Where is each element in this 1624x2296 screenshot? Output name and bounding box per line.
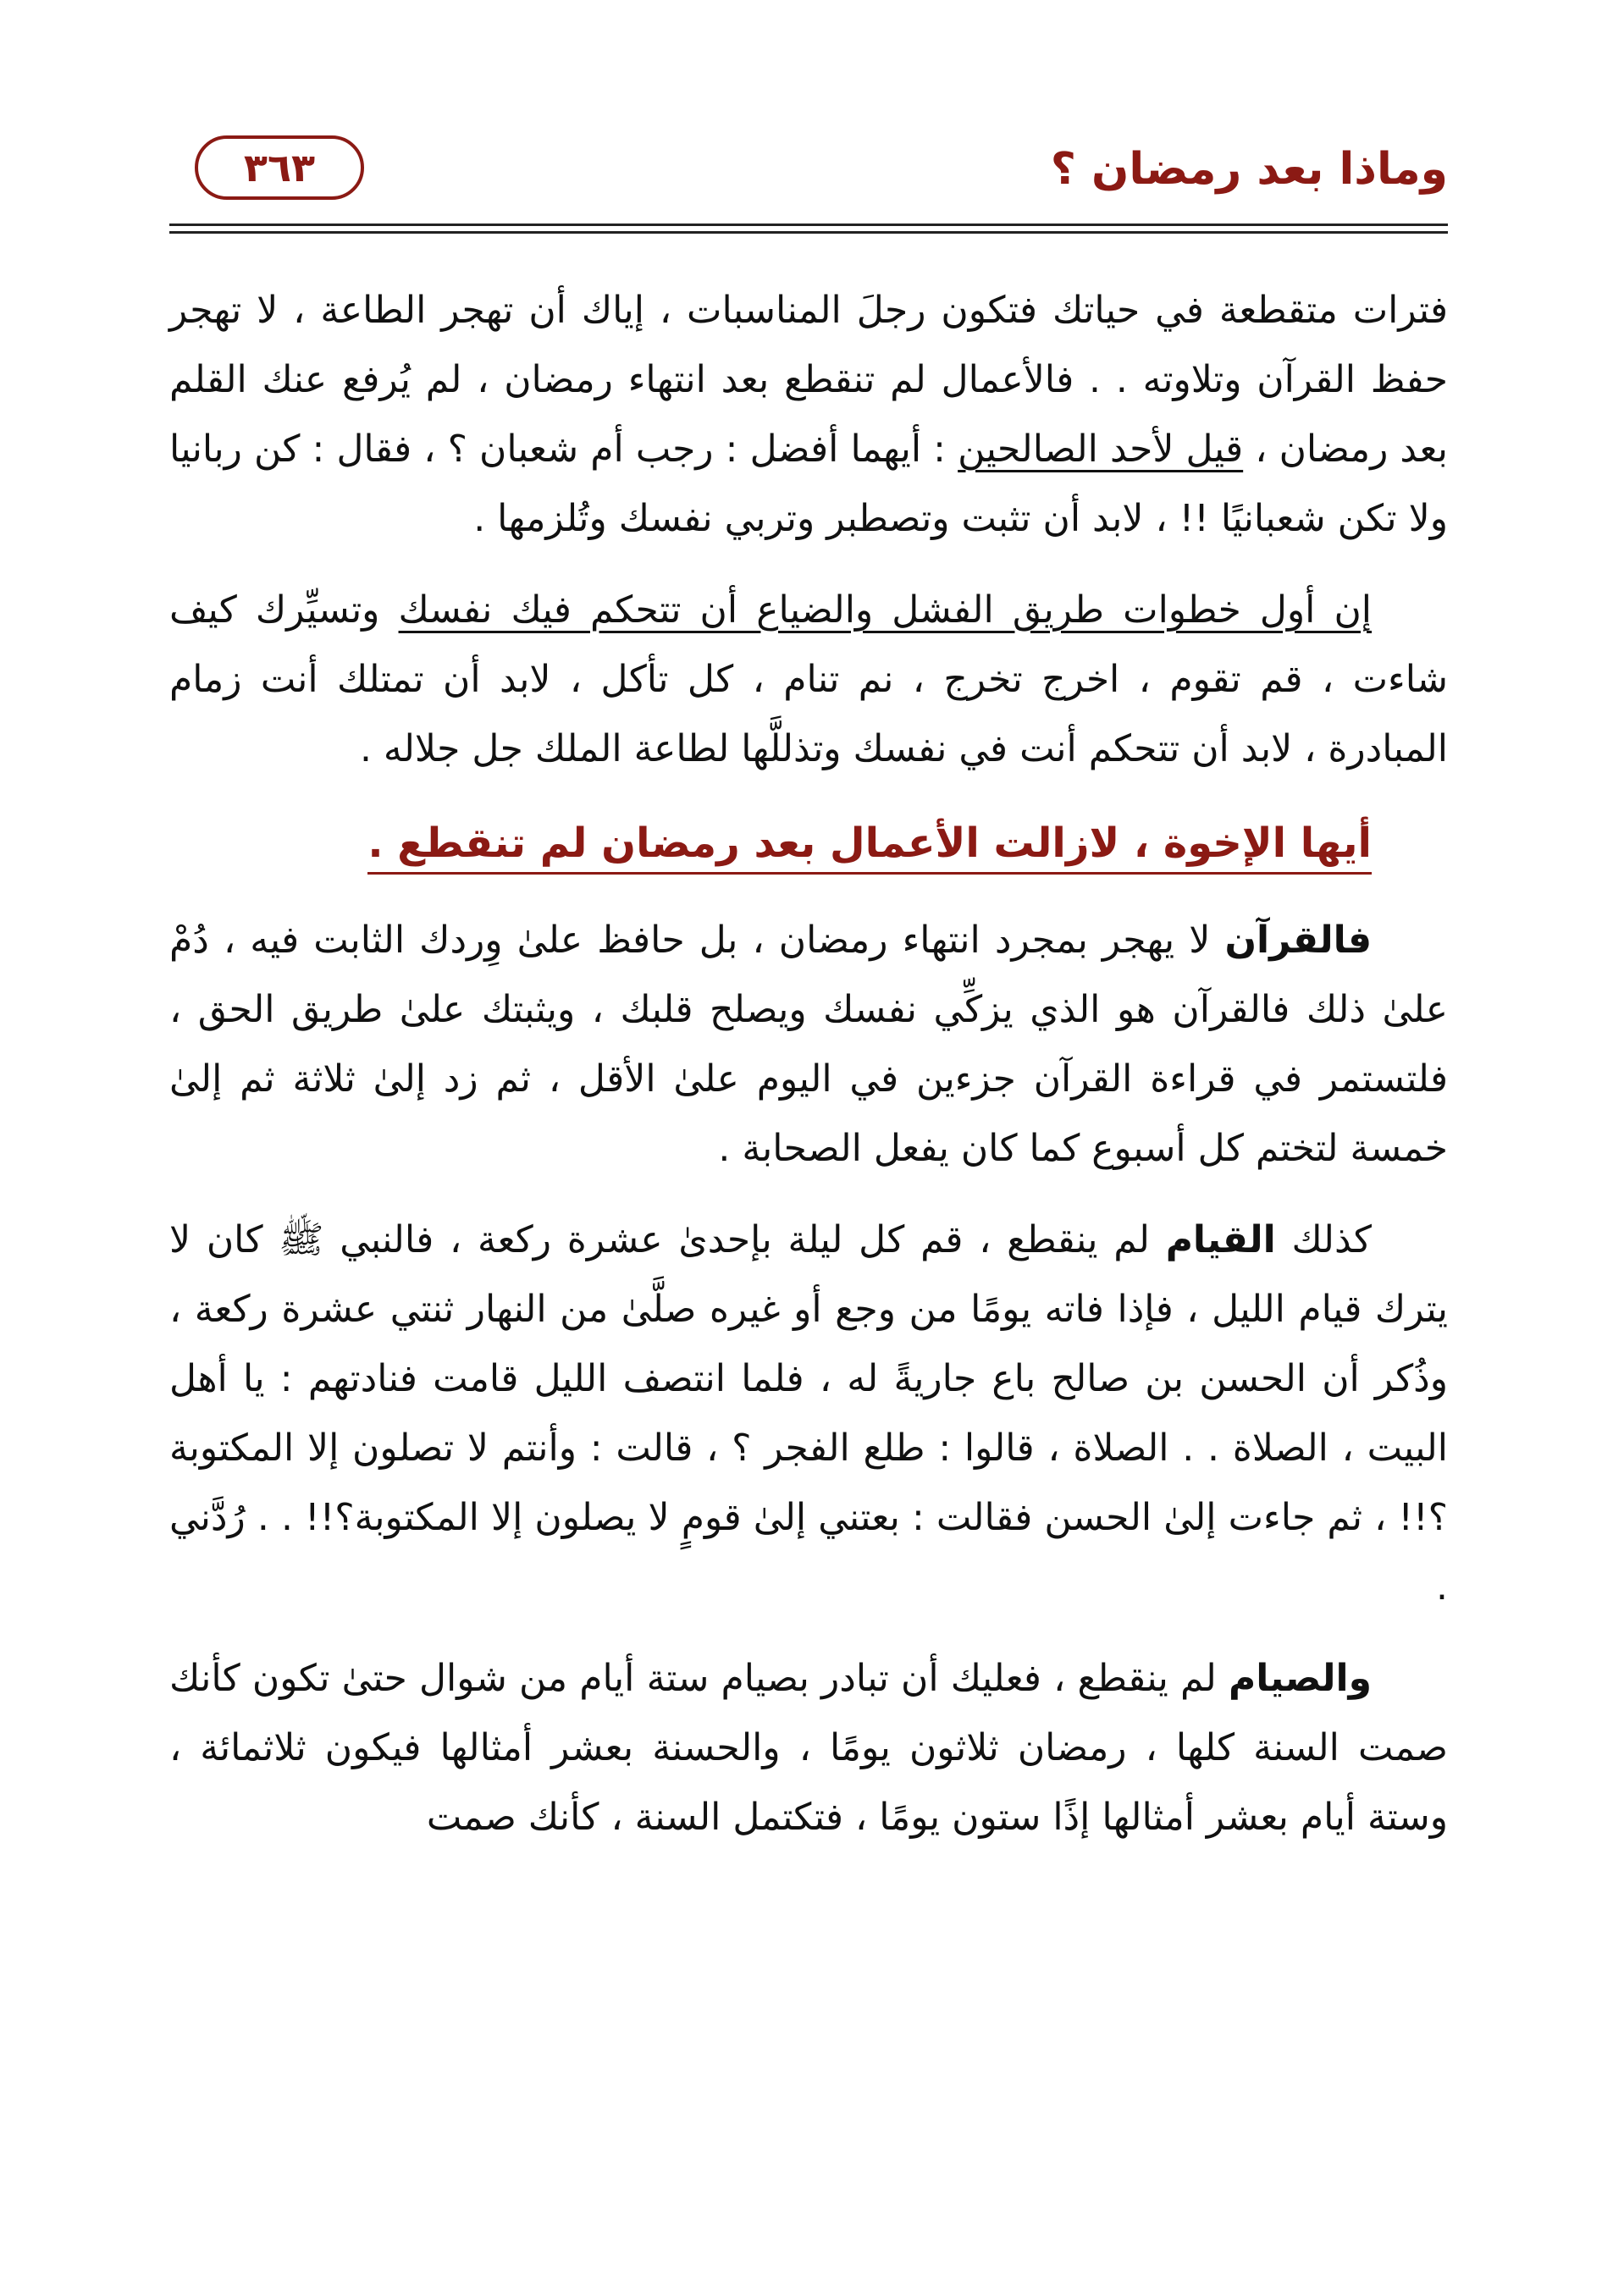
running-title: وماذا بعد رمضان ؟ [1050, 144, 1448, 195]
paragraph-qiyam-lead: القيام [1165, 1218, 1276, 1261]
paragraph-2 [169, 576, 1448, 784]
book-page [169, 110, 1448, 2244]
paragraph-quran-lead: فالقرآن [1224, 919, 1372, 962]
paragraph-quran [169, 906, 1448, 1184]
paragraph-1-text-b: : أيهما أفضل : رجب أم شعبان ؟ ، فقال : كن ربانيا ولا تكن شعبانيًا !! ، لابد أن تثبت وتصطبر وتربي نفسك وتُلزمها . [169, 428, 1448, 540]
body-text [169, 276, 1448, 1852]
section-heading [169, 809, 1372, 877]
paragraph-siyam-text: لم ينقطع ، فعليك أن تبادر بصيام ستة أيام من شوال حتىٰ تكون كأنك صمت السنة كلها ، رمضان ثلاثون يومًا ، والحسنة بعشر أمثالها فيكون ثلاثمائة ، وستة أيام بعشر أمثالها إذًا ستون يومًا ، فتكتمل السنة ، كأنك صمت [169, 1657, 1448, 1839]
paragraph-1-underlined: قيل لأحد الصالحين [958, 428, 1244, 471]
paragraph-siyam-lead: والصيام [1228, 1657, 1372, 1700]
paragraph-qiyam-text: لم ينقطع ، قم كل ليلة بإحدىٰ عشرة ركعة ، فالنبي ﷺ كان لا يترك قيام الليل ، فإذا فاته يومًا من وجع أو غيره صلَّىٰ من النهار ثنتي عشرة ركعة ، وذُكر أن الحسن بن صالح باع جاريةً له ، فلما انتصف الليل قامت فنادتهم : يا أهل البيت ، الصلاة . . الصلاة ، قالوا : طلع الفجر ؟ ، قالت : وأنتم لا تصلون إلا المكتوبة ؟!! ، ثم جاءت إلىٰ الحسن فقالت : بعتني إلىٰ قومٍ لا يصلون إلا المكتوبة؟!! . . رُدَّني . [169, 1218, 1448, 1609]
paragraph-quran-text: لا يهجر بمجرد انتهاء رمضان ، بل حافظ علىٰ وِردك الثابت فيه ، دُمْ علىٰ ذلك فالقرآن هو الذي يزكِّي نفسك ويصلح قلبك ، ويثبتك علىٰ طريق الحق ، فلتستمر في قراءة القرآن جزءين في اليوم علىٰ الأقل ، ثم زد إلىٰ ثلاثة ثم إلىٰ خمسة لتختم كل أسبوع كما كان يفعل الصحابة . [169, 919, 1448, 1170]
page-number-badge: ٣٦٣ [195, 135, 364, 200]
paragraph-siyam [169, 1644, 1448, 1852]
paragraph-qiyam [169, 1206, 1448, 1622]
paragraph-qiyam-prefix: كذلك [1275, 1218, 1372, 1261]
paragraph-1-text-a: فترات متقطعة في حياتك فتكون رجلَ المناسبات ، إياك أن تهجر الطاعة ، لا تهجر حفظ القرآن وتلاوته . . فالأعمال لم تنقطع بعد انتهاء رمضان ، لم يُرفع عنك القلم بعد رمضان ، [169, 289, 1449, 471]
paragraph-2-text: وتسيِّرك كيف شاءت ، قم تقوم ، اخرج تخرج ، نم تنام ، كل تأكل ، لابد أن تمتلك أنت زمام المبادرة ، لابد أن تتحكم أنت في نفسك وتذللَّها لطاعة الملك جل جلاله . [169, 588, 1448, 770]
section-heading-text: أيها الإخوة ، لازالت الأعمال بعد رمضان لم تنقطع . [367, 820, 1372, 875]
header-double-rule [169, 224, 1448, 234]
paragraph-1 [169, 276, 1448, 554]
paragraph-2-underlined: إن أول خطوات طريق الفشل والضياع أن تتحكم فيك نفسك [398, 588, 1372, 632]
page-header [169, 110, 1448, 212]
